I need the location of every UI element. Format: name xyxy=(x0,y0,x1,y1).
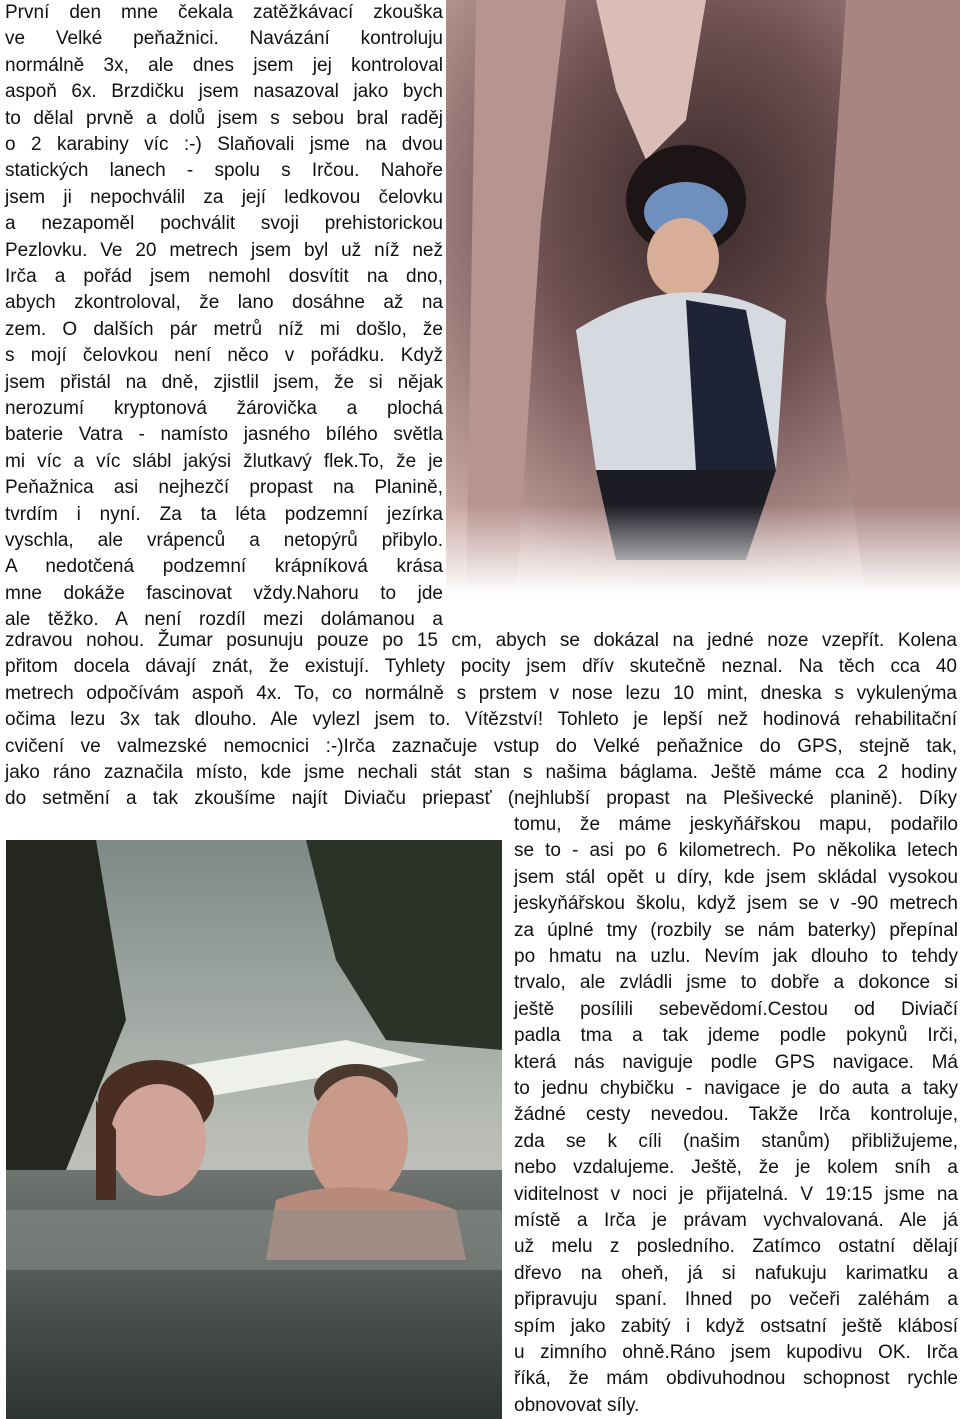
text-line: trvalo, ale zvládli jsme to dobře a dokonce si xyxy=(514,972,958,994)
text-line: za úplné tmy (rozbily se nám baterky) přepínal xyxy=(514,919,958,941)
text-line: statických lanech - spolu s Irčou. Nahoře xyxy=(5,160,443,182)
text-line: obnovovat síly. xyxy=(514,1394,640,1416)
text-line: s mojí čelovkou není něco v pořádku. Když xyxy=(5,345,443,367)
text-line: u zimního ohně.Ráno jsem kupodivu OK. Irča xyxy=(514,1342,958,1363)
text-line: aspoň 6x. Brzdičku jsem nasazoval jako bych xyxy=(5,81,443,103)
text-line: říká, že mám obdivuhodnou schopnost rychle xyxy=(514,1368,958,1390)
text-line: přitom docela dávají znát, že existují. Tyhlety pocity jsem dřív skutečně neznal. Na těch cca 40 xyxy=(5,656,957,678)
text-line: spím jako zabitý i když ostsatní ještě klábosí xyxy=(514,1315,958,1337)
text-line: ve Velké peňažnici. Navázání kontroluju xyxy=(5,28,443,50)
text-line: jsem ji nepochválil za její ledkovou čelovku xyxy=(5,186,443,208)
text-line: nebo vzdalujeme. Ještě, že je kolem sníh a xyxy=(514,1157,958,1179)
text-line: připravuju spaní. Ihned po večeři zaléhám a xyxy=(514,1289,958,1311)
text-line: dřevo na oheň, já si nafukuju karimatku a xyxy=(514,1262,958,1284)
text-line: padla tma a tak jdeme podle pokynů Irči, xyxy=(514,1025,958,1047)
text-line: vyschla, ale vrápenců a netopýrů přibylo. xyxy=(5,530,443,551)
text-line: nerozumí kryptonová žárovička a plochá xyxy=(5,398,443,419)
text-line: A nedotčená podzemní krápníková krása xyxy=(5,556,443,578)
text-line: jsem stál opět u díry, kde jsem skládal vysokou xyxy=(514,866,958,888)
text-line: zdravou nohou. Žumar posunuju pouze po 15 cm, abych se dokázal na jedné noze vzepřít. Kolena xyxy=(5,630,957,651)
text-line: po hmatu na uzlu. Nevím jak dlouho to tehdy xyxy=(514,946,958,967)
cave-photo xyxy=(446,0,960,594)
text-line: žádné cesty nevedou. Takže Irča kontroluje, xyxy=(514,1104,958,1126)
text-line: cvičení ve valmezské nemocnici :-)Irča zaznačuje vstup do Velké peňažnice do GPS, stejně tak, xyxy=(5,735,957,757)
text-line: očima lezu 3x tak dlouho. Ale vylezl jsem to. Vítězství! Tohleto je lepší než hodinová rehabilitační xyxy=(5,709,957,731)
text-line: Pezlovku. Ve 20 metrech jsem byl už níž než xyxy=(5,239,443,261)
text-line: viditelnost v noci je přijatelná. V 19:15 jsme na xyxy=(514,1183,958,1205)
text-line: baterie Vatra - namísto jasného bílého světla xyxy=(5,424,443,446)
text-line: a nezapoměl pochválit svoji prehistorickou xyxy=(5,213,443,235)
text-line: mi víc a víc slábl jakýsi žlutkavý flek.To, že je xyxy=(5,450,443,472)
text-line: se to - asi po 6 kilometrech. Po několika letech xyxy=(514,840,958,862)
text-line: Irča a pořád jsem nemohl dosvítit na dno, xyxy=(5,266,443,287)
text-line: ještě posílili sebevědomí.Cestou od Diviačí xyxy=(514,998,958,1020)
text-line: zda se k cíli (našim stanům) přibližujeme, xyxy=(514,1130,958,1152)
text-line: která nás naviguje podle GPS navigace. Má xyxy=(514,1051,958,1073)
text-line: První den mne čekala zatěžkávací zkouška xyxy=(5,2,443,23)
text-line: zem. O dalších pár metrů níž mi došlo, že xyxy=(5,318,443,340)
text-line: metrech odpočívám aspoň 4x. To, co normálně s prstem v nose lezu 10 mint, dneska s vykulenýma xyxy=(5,682,957,704)
text-line: tvrdím i nyní. Za ta léta podzemní jezírka xyxy=(5,503,443,525)
text-line: to dělal prvně a dolů jsem s sebou bral raděj xyxy=(5,107,443,129)
text-line: to jednu chybičku - navigace je do auta a taky xyxy=(514,1078,958,1099)
text-line: o 2 karabiny víc :-) Slaňovali jsme na dvou xyxy=(5,134,443,155)
text-line: ale těžko. A není rozdíl mezi dolámanou a xyxy=(5,609,443,631)
text-line: jako ráno zaznačila místo, kde jsme nechali stát stan s našima báglama. Ještě máme cca 2 hodiny xyxy=(5,762,957,783)
text-line: místě a Irča je právam vychvalovaná. Ale já xyxy=(514,1210,958,1231)
text-line: abych zkontroloval, že lano dosáhne až na xyxy=(5,292,443,314)
text-line: normálně 3x, ale dnes jsem jej kontroloval xyxy=(5,54,443,76)
text-line: Peňažnica asi nejhezčí propast na Planině, xyxy=(5,477,443,499)
text-line: tomu, že máme jeskyňářskou mapu, podařilo xyxy=(514,814,958,835)
hot-spring-photo xyxy=(6,840,502,1419)
text-line: jsem přistál na dně, zjistlil jsem, že si nějak xyxy=(5,371,443,393)
text-line: jeskyňářskou školu, když jsem se v -90 metrech xyxy=(514,893,958,915)
text-line: mne dokáže fascinovat vždy.Nahoru to jde xyxy=(5,582,443,604)
text-line: už melu z posledního. Zatímco ostatní dělají xyxy=(514,1236,958,1258)
text-line: do setmění a tak zkoušíme najít Diviaču priepasť (nejhlubší propast na Plešivecké planině). Díky xyxy=(5,788,957,810)
